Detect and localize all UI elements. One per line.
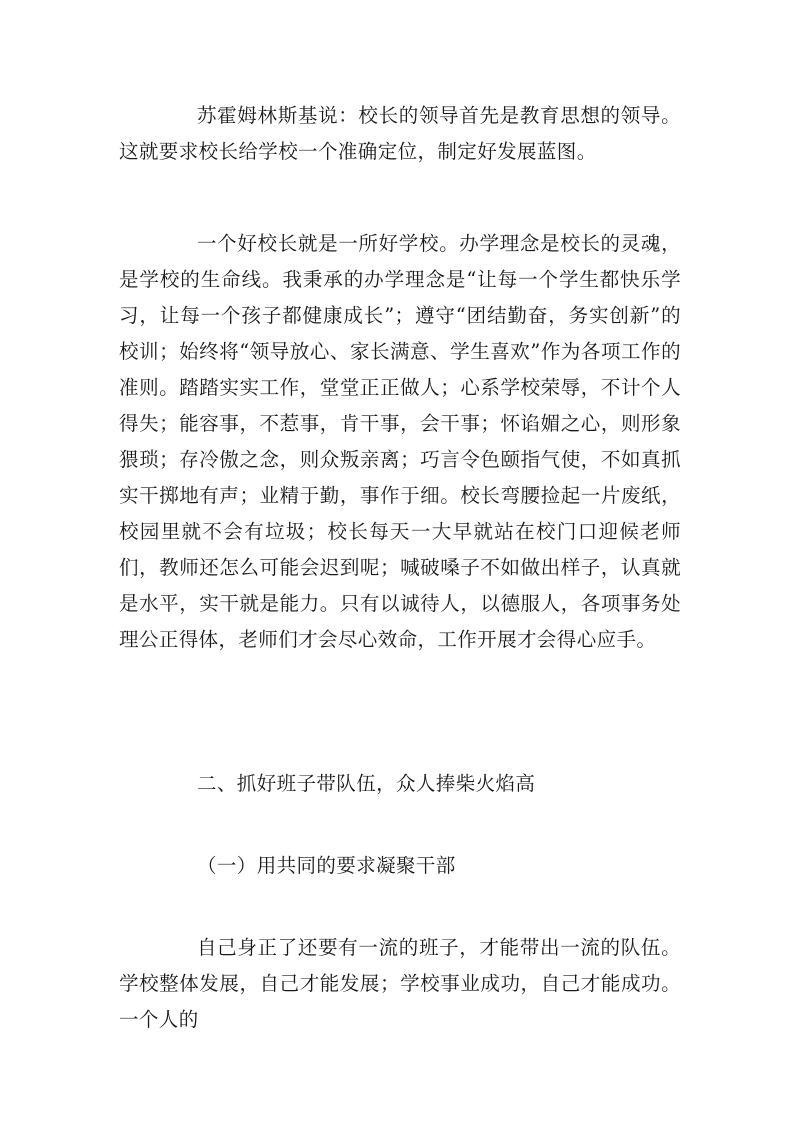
paragraph-school-philosophy: 一个好校长就是一所好学校。办学理念是校长的灵魂，是学校的生命线。我秉承的办学理念是“让每一个学生都快乐学习，让每一个孩子都健康成长”；遵守“团结勤奋，务实创新”的校训；始终将“领导放心、家长满意、学生喜欢”作为各项工作的准则。踏踏实实工作，堂堂正正做人；心系学校荣辱，不计个人得失；能容事，不惹事，肯干事，会干事；怀谄媚之心，则形象猥琐；存冷傲之念，则众叛亲离；巧言令色颐指气使，不如真抓实干掷地有声；业精于勤，事作于细。校长弯腰捡起一片废纸，校园里就不会有垃圾；校长每天一大早就站在校门口迎候老师们，教师还怎么可能会迟到呢；喊破嗓子不如做出样子，认真就是水平，实干就是能力。只有以诚待人，以德服人，各项事务处理公正得体，老师们才会尽心效命，工作开展才会得心应手。 bbox=[119, 232, 681, 651]
section-heading-team-building: 二、抓好班子带队伍，众人捧柴火焰高 bbox=[197, 772, 536, 795]
paragraph-first-class-team: 自己身正了还要有一流的班子，才能带出一流的队伍。学校整体发展，自己才能发展；学校事业成功，自己才能成功。一个人的 bbox=[119, 936, 681, 1031]
subsection-heading-common-requirements: （一）用共同的要求凝聚干部 bbox=[197, 854, 456, 877]
paragraph-leadership-vision: 苏霍姆林斯基说：校长的领导首先是教育思想的领导。这就要求校长给学校一个准确定位，制定好发展蓝图。 bbox=[119, 104, 681, 163]
